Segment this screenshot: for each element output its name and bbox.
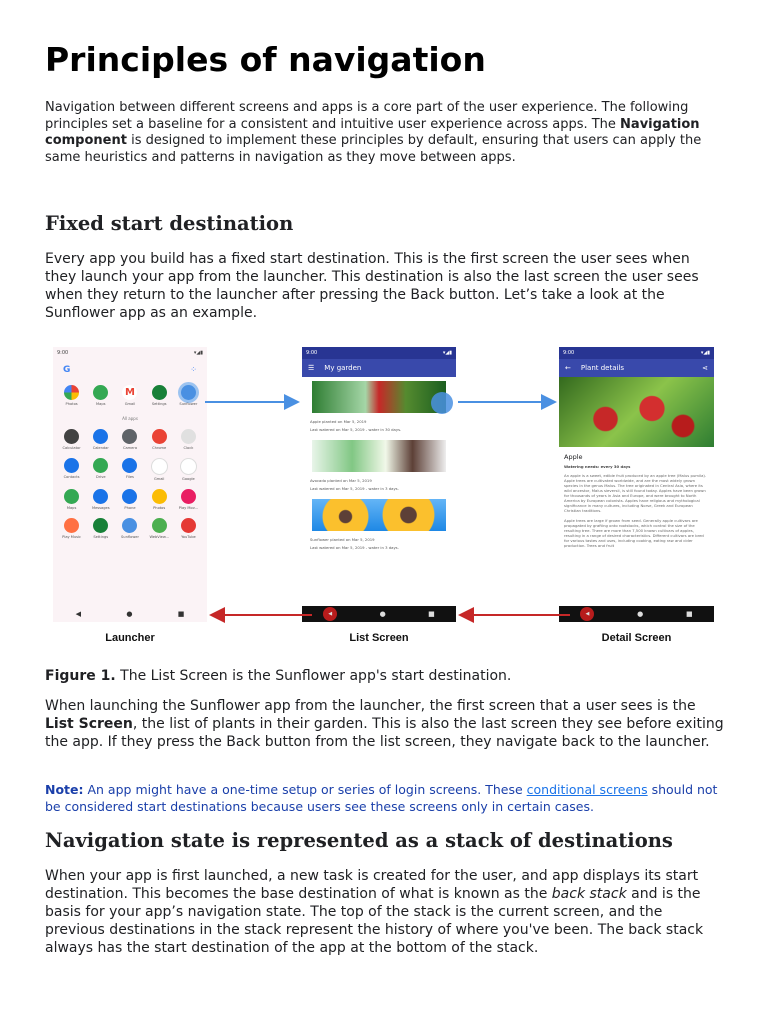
list-title: My garden xyxy=(324,364,362,372)
home-icon[interactable]: ● xyxy=(126,610,133,618)
garden-item-avocado[interactable]: Avocado planted on Mar 5, 2019 Last watered on Mar 5, 2019 - water in 3 days. xyxy=(310,440,448,491)
app-icon-files[interactable]: Files xyxy=(115,458,144,481)
plant-description-1: An apple is a sweet, edible fruit produced by an apple tree (Malus pumila). Apple trees are cultivated worldwide, and are the most widely grown species in the genus Malus. The tree originated in Central Asia, where its wild ancestor, Malus sieversii, is still found today. Apples have been grown for thousands of years in Asia and Europe, and were brought to North America by European colonists. Apples have religious and mythological significance in many cultures, including Norse, Greek and European Christian traditions. xyxy=(564,473,707,513)
list-screen-paragraph: When launching the Sunflower app from the launcher, the first screen that a user sees is the List Screen, the list of plants in their garden. This is also the last screen they see before exiting the app. If they press the Back button from the list screen, they navigate back to the launcher. xyxy=(45,698,724,750)
app-icon-messages[interactable]: Messages xyxy=(86,489,115,510)
recents-icon[interactable]: ■ xyxy=(177,610,185,618)
navigation-state-paragraph: When your app is first launched, a new task is created for the user, and app displays its start destination. This becomes the base destination of what is known as the back stack and is the basis for your app’s navigation state. The top of the stack is the current screen, and the previous destinations in the stack represent the history of where you've been. The back stack always has the start destination of the app at the bottom of the stack. xyxy=(45,868,704,956)
garden-item-apple[interactable]: Apple planted on Mar 5, 2019 Last watered on Mar 5, 2019 - water in 30 days. xyxy=(310,381,448,432)
garden-item-sunflower[interactable]: Sunflower planted on Mar 5, 2019 Last watered on Mar 5, 2019 - water in 3 days. xyxy=(310,499,448,550)
figure-label: Figure 1. The List Screen is the Sunflower app's start destination. xyxy=(45,668,512,684)
section-heading-fixed-start: Fixed start destination xyxy=(45,212,294,235)
page-title: Principles of navigation xyxy=(45,40,486,79)
app-icon-sunflower[interactable]: Sunflower xyxy=(115,518,144,539)
app-icon-clock[interactable]: Clock xyxy=(174,429,203,450)
app-icon-webview[interactable]: WebView... xyxy=(145,518,174,539)
watering-needs: Watering needs: every 30 days xyxy=(564,464,631,469)
app-icon-chrome[interactable]: Chrome xyxy=(145,429,174,450)
app-icon-play-music[interactable]: Play Music xyxy=(57,518,86,539)
detail-title: Plant details xyxy=(580,364,625,372)
back-arrow-icon[interactable]: ← xyxy=(565,364,571,372)
conditional-screens-link[interactable]: conditional screens xyxy=(526,782,648,797)
caption-detail-screen: Detail Screen xyxy=(601,632,672,644)
app-icon-phone[interactable]: Phone xyxy=(115,489,144,510)
share-icon[interactable]: ⋖ xyxy=(702,364,708,372)
intro-text-1: Navigation between different screens and apps is a core part of the user experience. The following principles set a baseline for a consistent and intuitive user experience across apps. The xyxy=(45,100,689,132)
app-icon-youtube[interactable]: YouTube xyxy=(174,518,203,539)
signal-battery-icon: ▾◢▮ xyxy=(193,350,203,356)
back-icon-highlighted[interactable]: ◀ xyxy=(580,607,594,621)
recents-icon[interactable]: ■ xyxy=(685,610,693,618)
fixed-start-paragraph: Every app you build has a fixed start destination. This is the first screen the user sees when they launch your app from the launcher. This destination is also the last screen the user sees when they return to the launcher after pressing the Back button. Let’s take a look at the Sunflower app as an example. xyxy=(45,251,699,321)
status-time: 9:00 xyxy=(306,350,318,356)
back-icon[interactable]: ◀ xyxy=(75,610,82,618)
recents-icon[interactable]: ■ xyxy=(428,610,435,618)
note-label: Note: xyxy=(45,782,84,797)
status-time: 9:00 xyxy=(57,350,69,356)
app-icon-photos[interactable]: Photos xyxy=(145,489,174,510)
home-icon[interactable]: ● xyxy=(637,610,644,618)
plant-name: Apple xyxy=(564,453,583,461)
app-icon-contacts[interactable]: Contacts xyxy=(57,458,86,481)
menu-icon[interactable]: ☰ xyxy=(308,364,315,372)
home-icon[interactable]: ● xyxy=(379,610,386,618)
section-heading-navigation-state: Navigation state is represented as a stack of destinations xyxy=(45,829,673,852)
status-time: 9:00 xyxy=(563,350,575,356)
plant-description-2: Apple trees are large if grown from seed. Generally apple cultivars are propagated by grafting onto rootstocks, which control the size of the resulting tree. There are more than 7,500 known cultivars of apples, resulting in a range of desired characteristics. Different cultivars are bred for various tastes and uses, including cooking, eating raw and cider production. Trees and fruit xyxy=(564,518,704,548)
app-icon-settings[interactable]: Settings xyxy=(145,385,174,406)
caption-list-screen: List Screen xyxy=(349,632,409,644)
app-icon-drive[interactable]: Drive xyxy=(86,458,115,481)
all-apps-label: All apps xyxy=(122,416,138,421)
app-icon-maps[interactable]: Maps xyxy=(86,385,115,406)
signal-battery-icon: ▾◢▮ xyxy=(700,350,710,356)
caption-launcher: Launcher xyxy=(105,632,155,644)
google-icon[interactable]: G xyxy=(63,365,71,375)
app-icon-settings[interactable]: Settings xyxy=(86,518,115,539)
back-icon-highlighted[interactable]: ◀ xyxy=(323,607,337,621)
app-icon-calculator[interactable]: Calculator xyxy=(57,429,86,450)
app-icon-maps[interactable]: Maps xyxy=(57,489,86,510)
app-icon-calendar[interactable]: Calendar xyxy=(86,429,115,450)
intro-bold[interactable]: Navigation component xyxy=(45,116,700,148)
app-icon-gmail[interactable]: Gmail xyxy=(145,458,174,481)
signal-battery-icon: ▾◢▮ xyxy=(442,350,452,356)
app-icon-photos[interactable]: Photos xyxy=(57,385,86,406)
assistant-icon[interactable]: ⁘ xyxy=(190,365,197,374)
back-stack-term: back stack xyxy=(551,886,627,902)
app-icon-gmail[interactable]: M Gmail xyxy=(115,385,144,406)
app-icon-camera[interactable]: Camera xyxy=(115,429,144,450)
app-icon-google[interactable]: Google xyxy=(174,458,203,481)
app-icon-play-mov[interactable]: Play Mov... xyxy=(174,489,203,510)
app-icon-sunflower[interactable]: Sunflower xyxy=(174,385,203,406)
note-callout: Note: An app might have a one-time setup or series of login screens. These conditional screens should not be considered start destinations because users see these screens only in certain cases. xyxy=(45,782,718,814)
intro-text-2: is designed to implement these principles by default, ensuring that users can apply the same heuristics and patterns in navigation as they move between apps. xyxy=(45,133,702,165)
